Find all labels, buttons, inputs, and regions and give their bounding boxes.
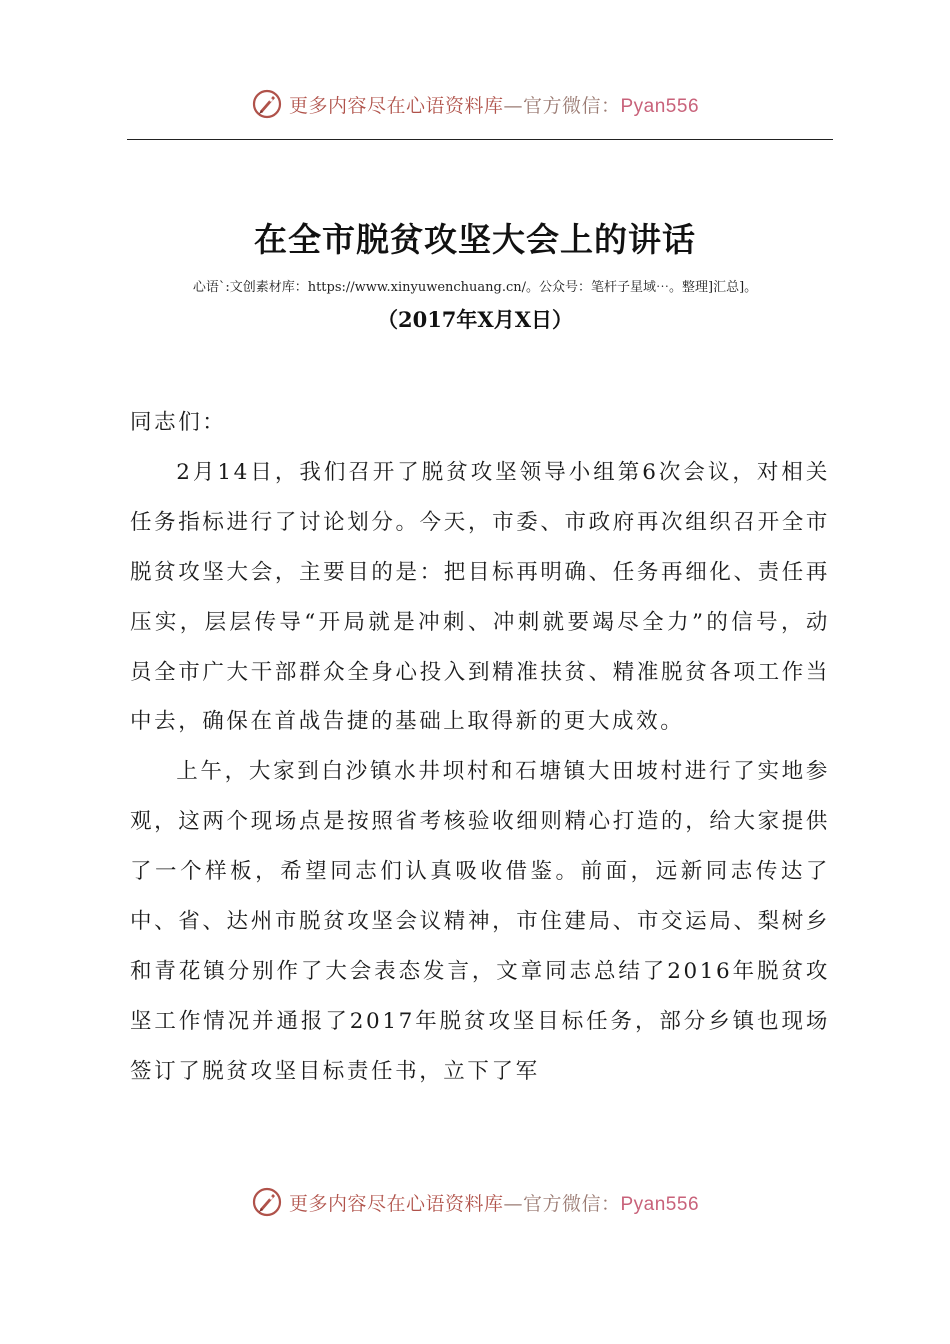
banner-main-text: 更多内容尽在心语资料库	[288, 94, 504, 117]
banner-wechat-id: Pyan556	[620, 95, 700, 117]
paragraph: 2月14日，我们召开了脱贫攻坚领导小组第6次会议，对相关任务指标进行了讨论划分。今天，市委、市政府再次组织召开全市脱贫攻坚大会，主要目的是：把目标再明确、任务再细化、责任再压实，层层传导“开局就是冲刺、冲刺就要竭尽全力”的信号，动员全市广大干部群众全身心投入到精准扶贫、精准脱贫各项工作当中去，确保在首战告捷的基础上取得新的更大成效。	[130, 459, 830, 735]
banner-main-text: 更多内容尽在心语资料库	[288, 1192, 504, 1215]
page-title: 在全市脱贫攻坚大会上的讲话	[254, 220, 696, 259]
header-divider	[127, 139, 833, 140]
source-line: 心语`:文创素材库：https://www.xinyuwenchuang.cn/。公众号：笔杆子星域⋯。整理]汇总]。	[192, 280, 758, 295]
salutation: 同志们：	[130, 410, 227, 435]
footer-banner	[0, 1182, 950, 1222]
quill-pen-logo-icon	[251, 1186, 283, 1218]
banner-text	[289, 91, 699, 118]
quill-pen-logo-icon	[251, 88, 283, 120]
banner-wechat-id: Pyan556	[620, 1193, 700, 1215]
banner-text	[289, 1189, 699, 1216]
paragraph: 上午，大家到白沙镇水井坝村和石塘镇大田坡村进行了实地参观，这两个现场点是按照省考核验收细则精心打造的，给大家提供了一个样板，希望同志们认真吸收借鉴。前面，远新同志传达了中、省、达州市脱贫攻坚会议精神，市住建局、市交运局、梨树乡和青花镇分别作了大会表态发言，文章同志总结了2016年脱贫攻坚工作情况并通报了2017年脱贫攻坚目标任务，部分乡镇也现场签订了脱贫攻坚目标责任书，立下了军	[130, 759, 830, 1084]
banner-dash: —	[503, 94, 523, 117]
header-banner	[0, 84, 950, 124]
speech-date: （2017年X月X日）	[376, 307, 574, 332]
document-body	[130, 398, 830, 1097]
banner-wechat-label: 官方微信：	[522, 1192, 621, 1215]
banner-wechat-label: 官方微信：	[522, 94, 621, 117]
banner-dash: —	[503, 1192, 523, 1215]
